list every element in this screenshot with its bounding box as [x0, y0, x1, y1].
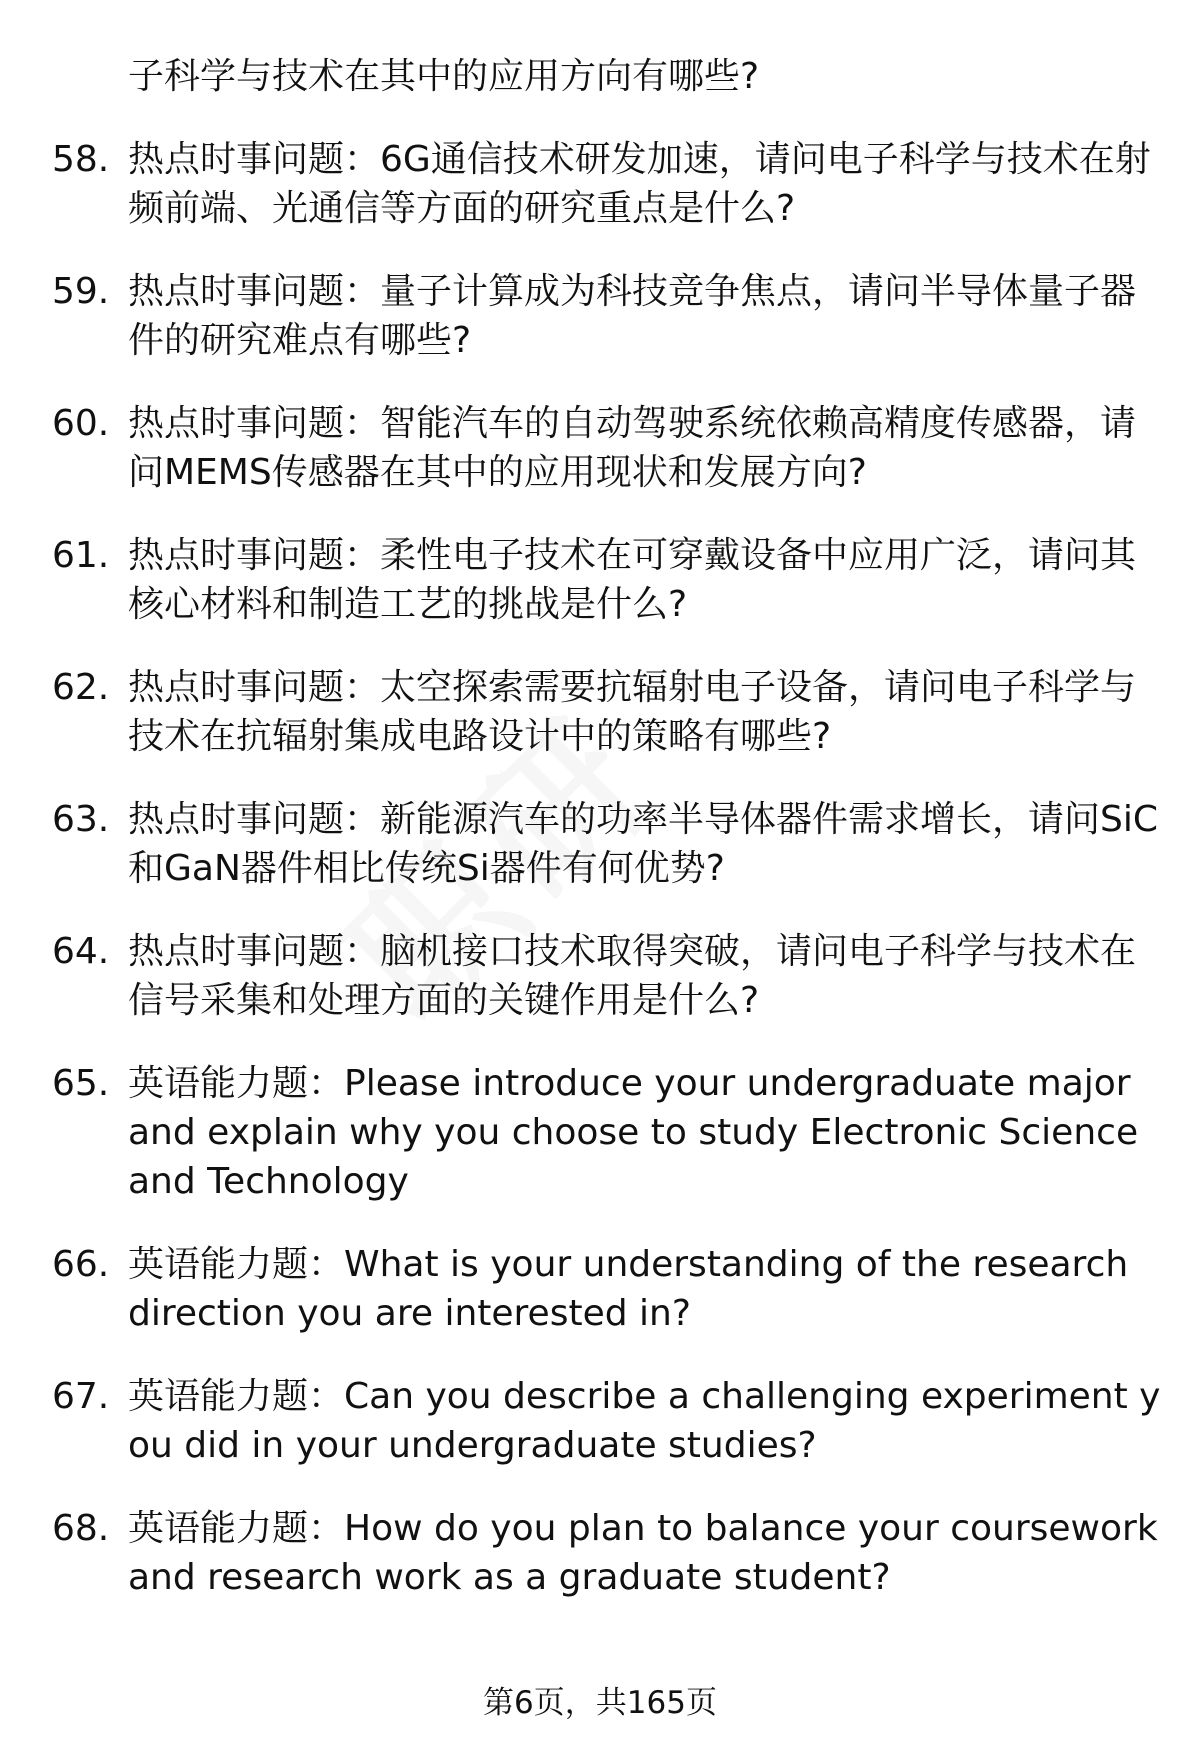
- question-item-58: [52, 135, 1162, 233]
- question-number: 62.: [52, 667, 110, 708]
- page-footer: [0, 1683, 1200, 1723]
- question-number: 65.: [52, 1063, 110, 1104]
- question-item-68: [52, 1504, 1162, 1602]
- question-item-59: [52, 267, 1162, 365]
- question-item-60: [52, 399, 1162, 497]
- question-text: 热点时事问题：智能汽车的自动驾驶系统依赖高精度传感器，请问MEMS传感器在其中的应用现状和发展方向?: [128, 403, 1137, 493]
- question-item-65: [52, 1059, 1162, 1206]
- question-text: 英语能力题：Can you describe a challenging experiment you did in your undergraduate studies?: [128, 1376, 1161, 1466]
- question-number: 61.: [52, 535, 110, 576]
- question-item-64: [52, 927, 1162, 1025]
- question-number: 58.: [52, 139, 110, 180]
- question-item-57-continued: [52, 52, 1162, 101]
- question-number: 67.: [52, 1376, 110, 1417]
- question-text: 热点时事问题：新能源汽车的功率半导体器件需求增长，请问SiC和GaN器件相比传统Si器件有何优势?: [128, 799, 1158, 889]
- question-item-66: [52, 1240, 1162, 1338]
- question-item-62: [52, 663, 1162, 761]
- question-number: 59.: [52, 271, 110, 312]
- question-number: 60.: [52, 403, 110, 444]
- question-number: 64.: [52, 931, 110, 972]
- question-number: 68.: [52, 1508, 110, 1549]
- question-text: 热点时事问题：6G通信技术研发加速，请问电子科学与技术在射频前端、光通信等方面的研究重点是什么?: [128, 139, 1151, 229]
- question-text: 热点时事问题：柔性电子技术在可穿戴设备中应用广泛，请问其核心材料和制造工艺的挑战是什么?: [128, 535, 1137, 625]
- question-text: 热点时事问题：脑机接口技术取得突破，请问电子科学与技术在信号采集和处理方面的关键作用是什么?: [128, 931, 1137, 1021]
- question-number: 63.: [52, 799, 110, 840]
- question-text: 英语能力题：Please introduce your undergraduate major and explain why you choose to study Electronic Science and Technology: [128, 1063, 1139, 1202]
- question-text: 热点时事问题：量子计算成为科技竞争焦点，请问半导体量子器件的研究难点有哪些?: [128, 271, 1137, 361]
- question-list: [52, 52, 1162, 1636]
- question-text: 英语能力题：How do you plan to balance your coursework and research work as a graduate student?: [128, 1508, 1158, 1598]
- page-number-label: 第6页，共165页: [483, 1685, 717, 1721]
- question-item-61: [52, 531, 1162, 629]
- question-text: 英语能力题：What is your understanding of the research direction you are interested in?: [128, 1244, 1129, 1334]
- question-text: 子科学与技术在其中的应用方向有哪些?: [128, 56, 760, 97]
- question-item-63: [52, 795, 1162, 893]
- question-text: 热点时事问题：太空探索需要抗辐射电子设备，请问电子科学与技术在抗辐射集成电路设计中的策略有哪些?: [128, 667, 1137, 757]
- question-item-67: [52, 1372, 1162, 1470]
- question-number: 66.: [52, 1244, 110, 1285]
